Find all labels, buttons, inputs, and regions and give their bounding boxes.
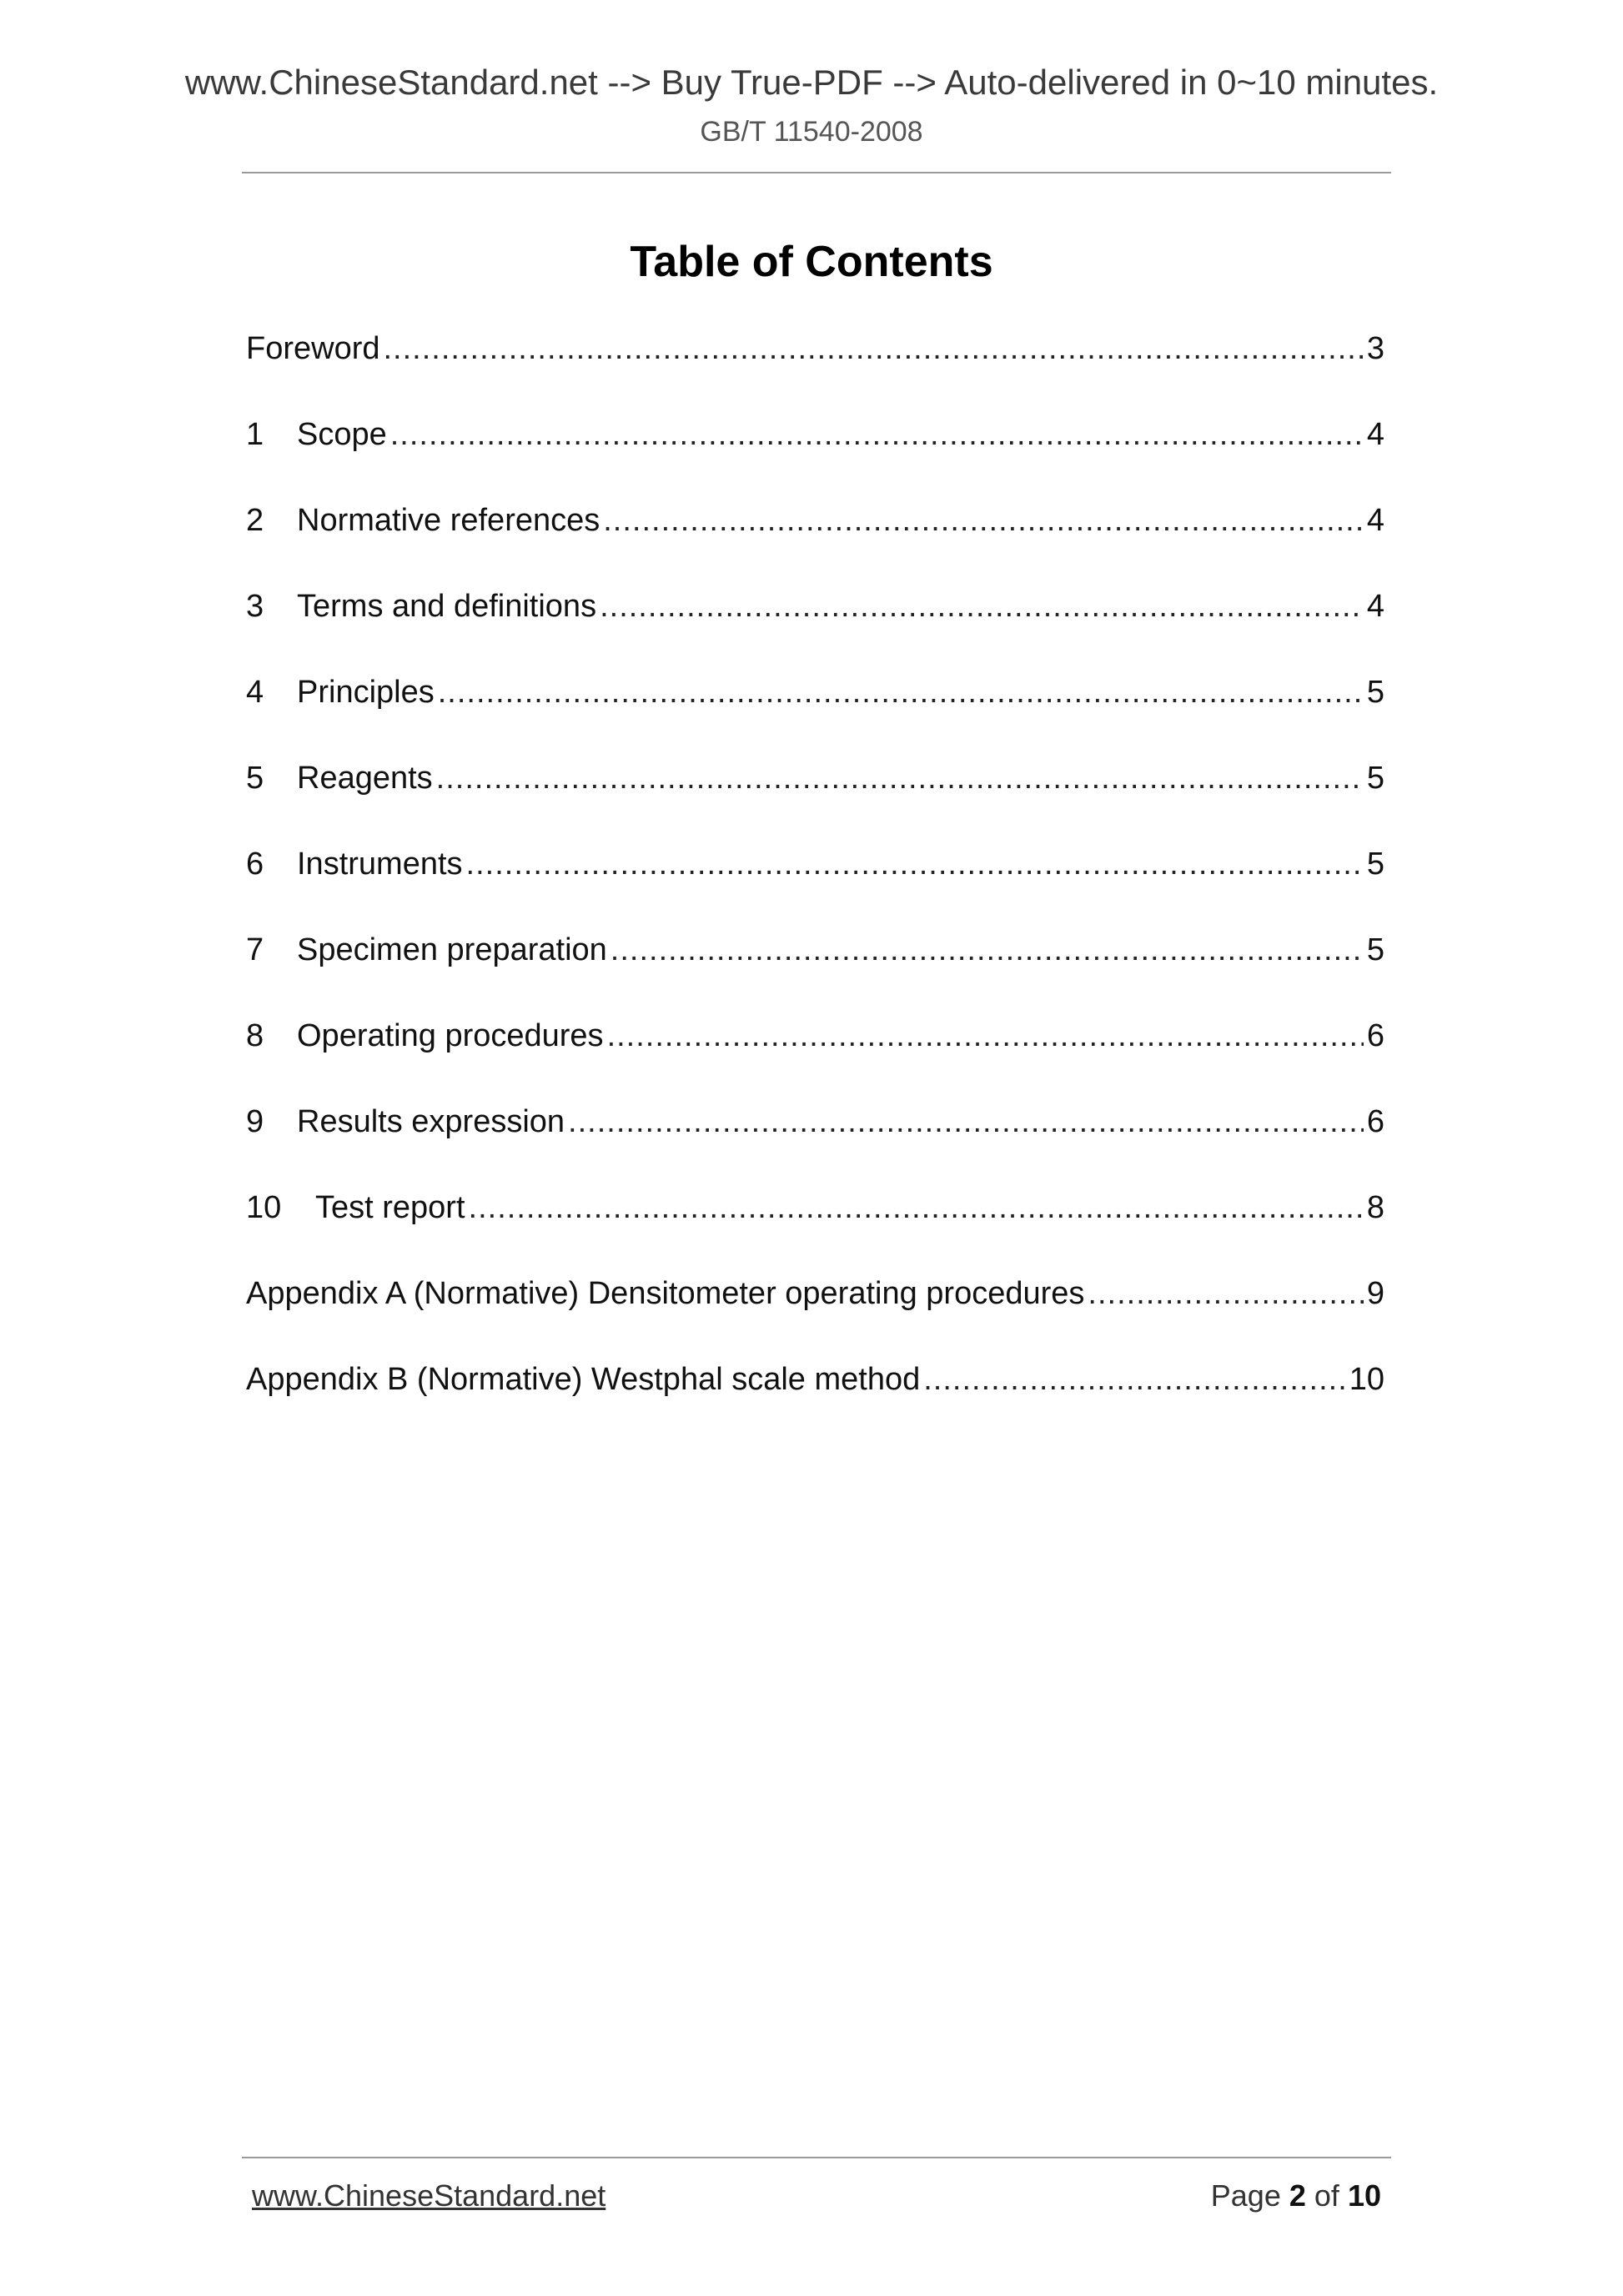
toc-entry-page: 10 [1349,1362,1384,1397]
toc-entry-number: 10 [246,1190,282,1225]
toc-dot-leader [436,761,1364,796]
toc-entry-appendix-b[interactable] [246,1362,1384,1448]
toc-entry-number: 1 [246,417,264,452]
toc-entry-test-report[interactable] [246,1190,1384,1276]
toc-dot-leader [607,1018,1364,1054]
toc-entry-label: Operating procedures [297,1018,604,1053]
standard-code: GB/T 11540-2008 [700,116,923,148]
toc-entry-page: 5 [1366,675,1384,710]
toc-dot-leader [390,417,1364,453]
toc-entry-label: Foreword [246,331,380,366]
toc-entry-number: 2 [246,503,264,538]
toc-entry-number: 9 [246,1104,264,1139]
toc-entry-page: 6 [1366,1104,1384,1139]
toc-dot-leader [469,1190,1364,1226]
toc-entry-page: 3 [1366,331,1384,366]
toc-entry-page: 5 [1366,761,1384,796]
toc-entry-scope[interactable] [246,417,1384,503]
toc-entry-label: Normative references [297,503,600,538]
toc-entry-number: 7 [246,932,264,967]
current-page-number: 2 [1289,2178,1306,2213]
toc-entry-principles[interactable] [246,675,1384,761]
toc-dot-leader [923,1362,1345,1398]
toc-entry-page: 5 [1366,847,1384,882]
toc-dot-leader [1088,1276,1363,1312]
toc-dot-leader [438,675,1364,711]
toc-entry-label: Appendix A (Normative) Densitometer operating procedures [246,1276,1085,1311]
page-separator: of [1314,2178,1339,2213]
toc-entry-number: 4 [246,675,264,710]
toc-entry-label: Principles [297,675,435,710]
toc-entry-operating-procedures[interactable] [246,1018,1384,1104]
toc-entry-page: 6 [1366,1018,1384,1053]
toc-entry-foreword[interactable] [246,331,1384,417]
toc-entry-number: 8 [246,1018,264,1053]
toc-entry-instruments[interactable] [246,847,1384,932]
toc-dot-leader [384,331,1364,367]
toc-dot-leader [600,589,1364,625]
toc-entry-page: 4 [1366,503,1384,538]
toc-entry-label: Scope [297,417,387,452]
toc-entry-appendix-a[interactable] [246,1276,1384,1362]
toc-entry-label: Test report [315,1190,465,1225]
toc-entry-specimen-preparation[interactable] [246,932,1384,1018]
toc-title: Table of Contents [630,238,993,286]
header-divider [242,172,1391,173]
toc-entry-number: 6 [246,847,264,882]
table-of-contents [246,331,1384,1448]
toc-entry-number: 5 [246,761,264,796]
toc-entry-results-expression[interactable] [246,1104,1384,1190]
page-indicator [1211,2178,1381,2213]
footer-website-link[interactable]: www.ChineseStandard.net [252,2178,606,2213]
toc-entry-page: 9 [1366,1276,1384,1311]
toc-entry-page: 8 [1366,1190,1384,1225]
toc-entry-label: Reagents [297,761,433,796]
toc-entry-label: Results expression [297,1104,565,1139]
toc-entry-number: 3 [246,589,264,624]
toc-entry-reagents[interactable] [246,761,1384,847]
toc-entry-page: 4 [1366,589,1384,624]
toc-entry-page: 4 [1366,417,1384,452]
toc-entry-label: Instruments [297,847,463,882]
toc-dot-leader [611,932,1364,968]
toc-entry-page: 5 [1366,932,1384,967]
footer-divider [242,2157,1391,2158]
toc-entry-normative-references[interactable] [246,503,1384,589]
toc-dot-leader [466,847,1364,882]
toc-entry-label: Appendix B (Normative) Westphal scale method [246,1362,921,1397]
header-banner: www.ChineseStandard.net --> Buy True-PDF --> Auto-delivered in 0~10 minutes. [184,63,1439,102]
toc-entry-label: Terms and definitions [297,589,597,624]
toc-entry-terms-and-definitions[interactable] [246,589,1384,675]
page-prefix: Page [1210,2178,1281,2213]
toc-dot-leader [568,1104,1364,1140]
toc-entry-label: Specimen preparation [297,932,607,967]
toc-dot-leader [603,503,1364,539]
total-pages-number: 10 [1347,2178,1381,2213]
